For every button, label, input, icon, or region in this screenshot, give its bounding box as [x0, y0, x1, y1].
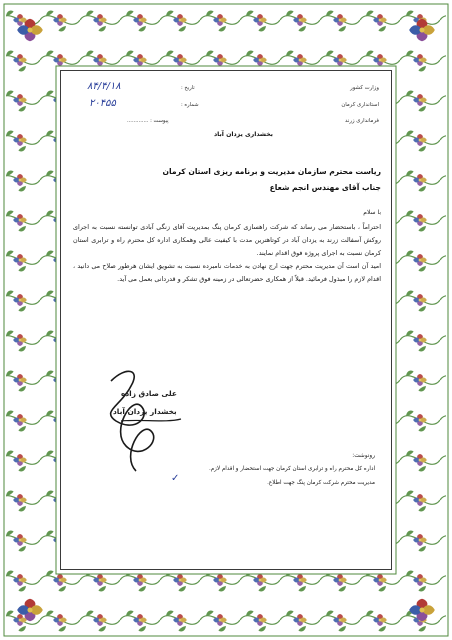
cc-heading: رونوشت:	[352, 453, 375, 459]
cc-line-2: مدیریت محترم شرکت کرمان پنگ جهت اطلاع.	[267, 480, 375, 486]
signatory-name: علی صادق زاده	[121, 389, 177, 398]
cc-line-1: اداره کل محترم راه و ترابری استان کرمان جهت استحضار و اقدام لازم.	[208, 466, 375, 472]
attachment-label: پیوست : .............	[127, 118, 169, 124]
signatory-title: بخشدار یزدان آباد	[113, 407, 177, 416]
recipient-name: جناب آقای مهندس انجم شعاع	[269, 183, 381, 192]
office-name: بخشداری یزدان آباد	[213, 131, 273, 138]
greeting: با سلام	[363, 209, 381, 216]
handwritten-number: ۲۰۴۵۵	[89, 98, 116, 109]
district-governorate-name: فرمانداری زرند	[345, 118, 379, 124]
signature-scribble	[81, 361, 191, 481]
date-label: تاریخ :	[181, 85, 195, 91]
checkmark-icon: ✓	[171, 473, 180, 484]
governorate-name: استانداری کرمان	[341, 102, 379, 108]
letter-page	[60, 70, 392, 570]
recipient-title: ریاست محترم سازمان مدیریت و برنامه ریزی استان کرمان	[162, 167, 381, 176]
ministry-name: وزارت کشور	[350, 85, 379, 91]
handwritten-date: ۸۴/۴/۱۸	[87, 81, 121, 92]
letter-body	[73, 221, 381, 286]
body-paragraph-2: امید آن است آن مدیریت محترم جهت ارج نهادن به خدمات نامبرده نسبت به تشویق ایشان هرطور صلاح می دانید ، اقدام لازم را مبذول فرمائید. قبلاً از همکاری حضرتعالی در زمینه فوق تشکر و قدردانی بعمل می آید.	[73, 262, 381, 283]
body-paragraph-1: احتراماً ، باستحضار می رساند که شرکت راهسازی کرمان پنگ بمدیریت آقای زنگی آبادی توانسته نسبت به اجرای روکش آسفالت زرند به یزدان آباد در کوتاهترین مدت با کیفیت عالی وهمکاری اداره کل محترم راه و ترابری استان کرمان نسبت به اجرای پروژه فوق اقدام نمایند.	[73, 223, 381, 257]
number-label: شماره :	[181, 102, 199, 108]
